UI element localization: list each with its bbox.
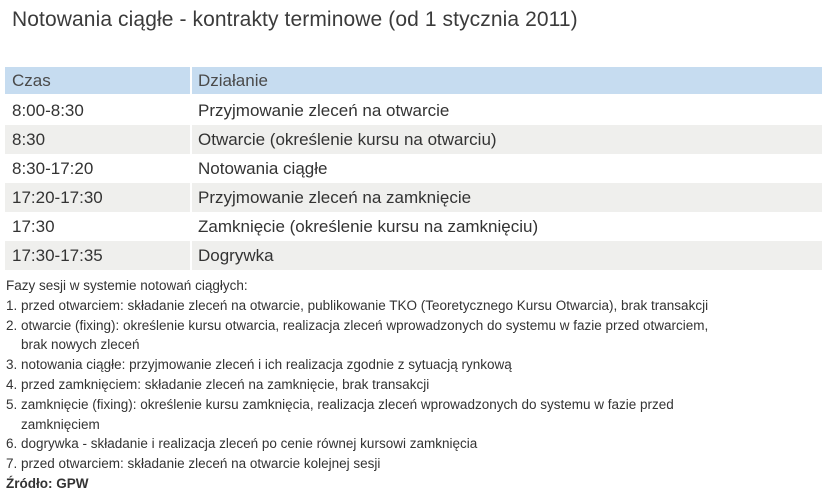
table-row (5, 241, 822, 270)
action-cell: Notowania ciągłe (192, 154, 822, 183)
note-item-7: 7. przed otwarciem: składanie zleceń na otwarcie kolejnej sesji (6, 456, 381, 472)
note-item-6: 6. dogrywka - składanie i realizacja zleceń po cenie równej kursowi zamknięcia (6, 436, 478, 452)
session-phases-notes (6, 276, 816, 494)
page-title: Notowania ciągłe - kontrakty terminowe (od 1 stycznia 2011) (12, 8, 578, 31)
note-item-1: 1. przed otwarciem: składanie zleceń na otwarcie, publikowanie TKO (Teoretycznego Kursu Otwarcia), brak transakcji (6, 297, 709, 313)
note-item-5-cont: zamknięciem (21, 416, 100, 432)
table-row (5, 125, 822, 154)
time-cell: 17:30-17:35 (5, 241, 190, 270)
time-cell: 8:00-8:30 (5, 96, 190, 125)
table-row (5, 183, 822, 212)
source-label: Źródło: GPW (6, 475, 89, 491)
notes-intro: Fazy sesji w systemie notowań ciągłych: (6, 278, 248, 293)
action-cell: Przyjmowanie zleceń na otwarcie (192, 96, 822, 125)
note-item-4: 4. przed zamknięciem: składanie zleceń na zamknięcie, brak transakcji (6, 376, 430, 392)
header-dzialanie: Działanie (192, 67, 822, 94)
note-item-3: 3. notowania ciągłe: przyjmowanie zleceń i ich realizacja zgodnie z sytuacją rynkową (6, 357, 512, 373)
time-cell: 8:30-17:20 (5, 154, 190, 183)
time-cell: 8:30 (5, 125, 190, 154)
schedule-table (5, 67, 822, 270)
header-czas: Czas (5, 67, 190, 94)
table-row (5, 96, 822, 125)
table-header-row (5, 67, 822, 94)
time-cell: 17:20-17:30 (5, 183, 190, 212)
action-cell: Zamknięcie (określenie kursu na zamknięciu) (192, 212, 822, 241)
note-item-2-cont: brak nowych zleceń (21, 337, 140, 353)
table-row (5, 154, 822, 183)
action-cell: Otwarcie (określenie kursu na otwarciu) (192, 125, 822, 154)
table-row (5, 212, 822, 241)
note-item-2: 2. otwarcie (fixing): określenie kursu otwarcia, realizacja zleceń wprowadzonych do systemu w fazie przed otwarciem, (6, 317, 709, 333)
action-cell: Przyjmowanie zleceń na zamknięcie (192, 183, 822, 212)
action-cell: Dogrywka (192, 241, 822, 270)
note-item-5: 5. zamknięcie (fixing): określenie kursu zamknięcia, realizacja zleceń wprowadzonych do systemu w fazie przed (6, 396, 674, 412)
time-cell: 17:30 (5, 212, 190, 241)
